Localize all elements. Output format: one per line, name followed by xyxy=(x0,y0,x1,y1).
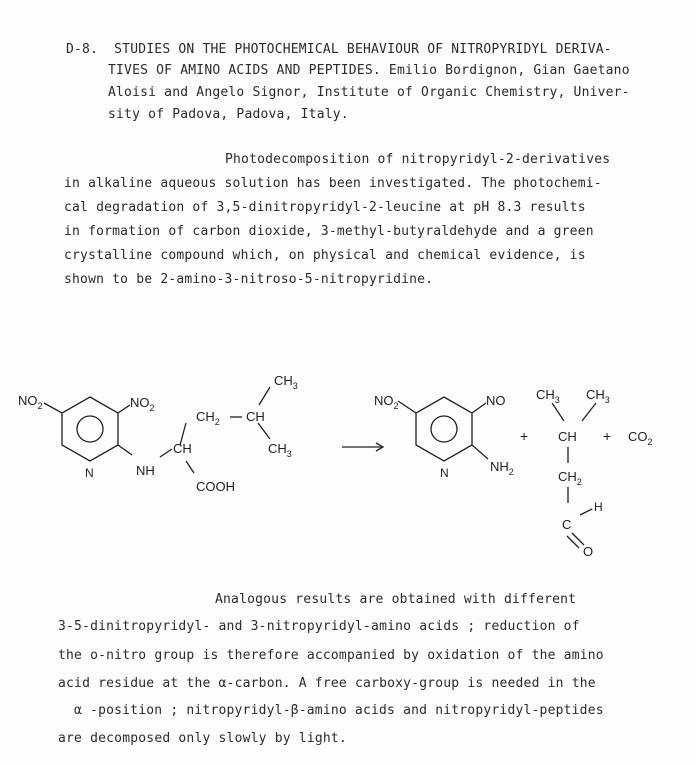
product-pyridine-ring xyxy=(416,397,472,461)
reactant-cooh: COOH xyxy=(196,479,235,494)
product1-no2: $NO_2$ xyxy=(374,393,399,411)
header-line-2: TIVES OF AMINO ACIDS AND PEPTIDES. Emilio Bordignon, Gian Gaetano xyxy=(108,63,630,78)
product1-no: NO xyxy=(486,393,506,408)
product2-c: C xyxy=(562,517,572,532)
reaction-scheme xyxy=(0,355,696,570)
reactant-ring-n: N xyxy=(85,466,94,480)
reactant-no2-right: $NO_2$ xyxy=(130,395,155,413)
para1-line-2: in alkaline aqueous solution has been investigated. The photochemi- xyxy=(64,176,602,191)
reactant-ch3-right: $CH_3$ xyxy=(268,441,292,459)
para2-line-5: α -position ; nitropyridyl-β-amino acids and nitropyridyl-peptides xyxy=(74,703,604,718)
para2-line-2: 3-5-dinitropyridyl- and 3-nitropyridyl-amino acids ; reduction of xyxy=(58,619,580,634)
reactant-nh: NH xyxy=(136,463,155,478)
header-line-1: D-8. STUDIES ON THE PHOTOCHEMICAL BEHAVIOUR OF NITROPYRIDYL DERIVA- xyxy=(66,42,612,57)
product2-ch: CH xyxy=(558,429,577,444)
para2-line-4: acid residue at the α-carbon. A free carboxy-group is needed in the xyxy=(58,676,596,691)
para1-line-6: shown to be 2-amino-3-nitroso-5-nitropyridine. xyxy=(64,272,434,287)
header-line-4: sity of Padova, Padova, Italy. xyxy=(108,107,349,122)
reactant-aromatic-circle xyxy=(77,416,103,442)
header-line-3: Aloisi and Angelo Signor, Institute of Organic Chemistry, Univer- xyxy=(108,85,630,100)
product1-ring-n: N xyxy=(440,466,449,480)
product-aromatic-circle xyxy=(431,416,457,442)
product2-ch3-a: $CH_3$ xyxy=(536,387,560,405)
para1-line-3: cal degradation of 3,5-dinitropyridyl-2-leucine at pH 8.3 results xyxy=(64,200,586,215)
reactant-ch-branch: CH xyxy=(246,409,265,424)
product2-h: H xyxy=(594,500,603,514)
para1-line-4: in formation of carbon dioxide, 3-methyl-butyraldehyde and a green xyxy=(64,224,594,239)
reactant-no2-left: $NO_2$ xyxy=(18,393,43,411)
product1-nh2: $NH_2$ xyxy=(490,459,514,477)
reactant-ch2: $CH_2$ xyxy=(196,409,220,427)
para1-line-5: crystalline compound which, on physical and chemical evidence, is xyxy=(64,248,586,263)
product2-ch2: $CH_2$ xyxy=(558,469,582,487)
para2-line-3: the o-nitro group is therefore accompanied by oxidation of the amino xyxy=(58,648,604,663)
plus-sign-1: + xyxy=(520,428,529,444)
plus-sign-2: + xyxy=(603,428,612,444)
reactant-ch3-top: $CH_3$ xyxy=(274,373,298,391)
carbon-dioxide: $CO_2$ xyxy=(628,429,653,447)
para2-line-1: Analogous results are obtained with different xyxy=(215,592,577,607)
reactant-pyridine-ring xyxy=(62,397,118,461)
para1-line-1: Photodecomposition of nitropyridyl-2-derivatives xyxy=(225,152,611,167)
product2-ch3-b: $CH_3$ xyxy=(586,387,610,405)
para2-line-6: are decomposed only slowly by light. xyxy=(58,731,347,746)
reactant-ch: CH xyxy=(173,441,192,456)
product2-o: O xyxy=(583,544,594,559)
